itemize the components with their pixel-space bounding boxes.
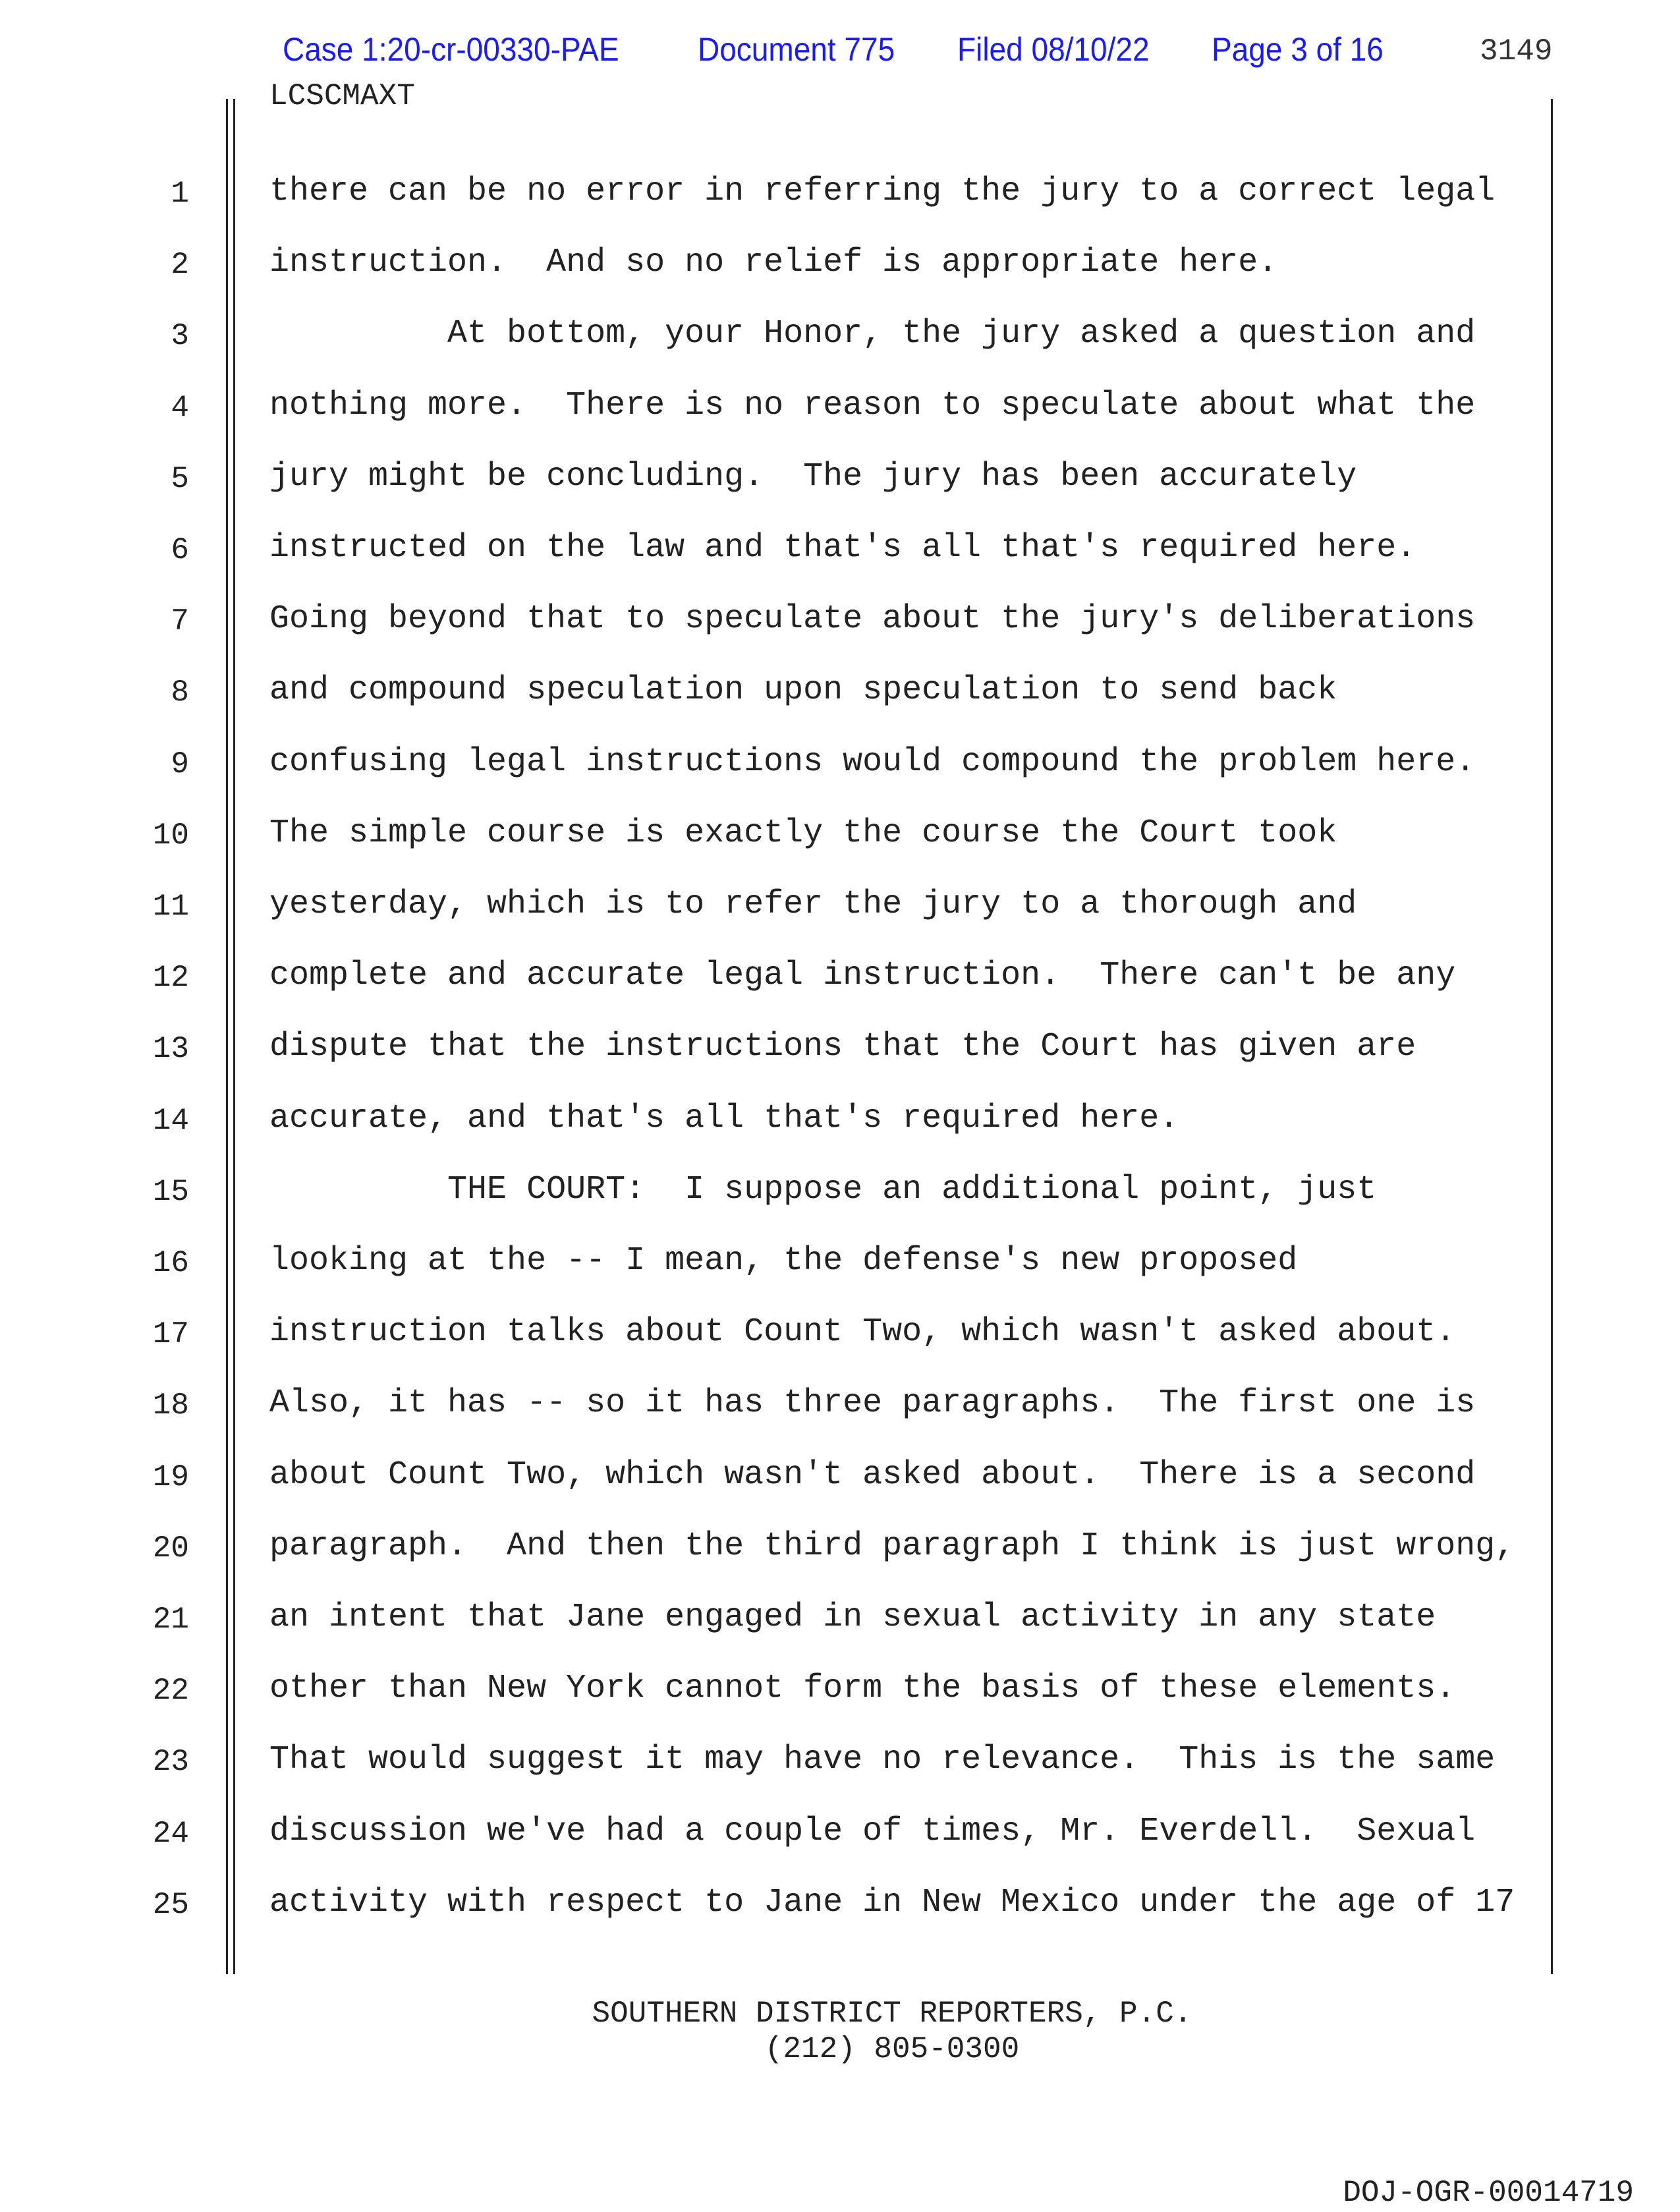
line-number: 11 xyxy=(152,890,189,924)
line-number: 20 xyxy=(152,1531,189,1566)
case-number-link[interactable]: Case 1:20-cr-00330-PAE xyxy=(283,31,619,68)
filed-date: Filed 08/10/22 xyxy=(957,31,1150,68)
line-number: 10 xyxy=(152,818,189,853)
transcript-page-number: 3149 xyxy=(1480,34,1553,69)
line-text: The simple course is exactly the course the Court took xyxy=(269,814,1337,852)
transcript-line xyxy=(0,1099,1680,1175)
line-number: 15 xyxy=(152,1174,189,1209)
line-text: At bottom, your Honor, the jury asked a question and xyxy=(269,315,1476,353)
line-number: 6 xyxy=(171,533,189,567)
line-text: there can be no error in referring the jury to a correct legal xyxy=(269,173,1496,210)
line-number: 18 xyxy=(152,1388,189,1423)
line-text: Going beyond that to speculate about the jury's deliberations xyxy=(269,600,1476,638)
line-text: discussion we've had a couple of times, Mr. Everdell. Sexual xyxy=(269,1812,1476,1850)
line-number: 3 xyxy=(171,319,189,354)
line-text: an intent that Jane engaged in sexual activity in any state xyxy=(269,1599,1436,1636)
line-text: accurate, and that's all that's required here. xyxy=(269,1099,1179,1137)
line-text: yesterday, which is to refer the jury to a thorough and xyxy=(269,886,1357,923)
transcript-line xyxy=(0,173,1680,248)
line-number: 25 xyxy=(152,1887,189,1922)
transcript-line xyxy=(0,1527,1680,1602)
transcript-line xyxy=(0,743,1680,818)
transcript-line xyxy=(0,600,1680,675)
transcript-line xyxy=(0,529,1680,604)
page-indicator: Page 3 of 16 xyxy=(1212,31,1384,68)
transcript-line xyxy=(0,1170,1680,1246)
transcript-line xyxy=(0,1883,1680,1959)
line-number: 2 xyxy=(171,248,189,283)
line-number: 13 xyxy=(152,1032,189,1067)
line-number: 16 xyxy=(152,1246,189,1280)
transcript-line xyxy=(0,1456,1680,1531)
line-text: instruction talks about Count Two, which wasn't asked about. xyxy=(269,1313,1456,1351)
line-text: Also, it has -- so it has three paragraphs. The first one is xyxy=(269,1384,1476,1423)
line-text: confusing legal instructions would compound the problem here. xyxy=(269,743,1476,781)
line-text: complete and accurate legal instruction. There can't be any xyxy=(269,957,1456,995)
line-number: 19 xyxy=(152,1460,189,1494)
transcript-line xyxy=(0,671,1680,747)
line-text: paragraph. And then the third paragraph I think is just wrong, xyxy=(269,1527,1515,1565)
transcript-line xyxy=(0,1313,1680,1388)
transcript-line xyxy=(0,957,1680,1032)
line-number: 14 xyxy=(152,1103,189,1138)
line-text: other than New York cannot form the basis of these elements. xyxy=(269,1670,1456,1708)
transcript-line xyxy=(0,1741,1680,1816)
transcript-line xyxy=(0,1028,1680,1103)
line-text: jury might be concluding. The jury has been accurately xyxy=(269,457,1357,496)
line-text: activity with respect to Jane in New Mexico under the age of 17 xyxy=(269,1883,1515,1921)
transcript-line xyxy=(0,315,1680,390)
line-text: That would suggest it may have no relevance. This is the same xyxy=(269,1741,1496,1779)
transcript-line xyxy=(0,457,1680,533)
line-number: 1 xyxy=(171,177,189,211)
reporter-name: SOUTHERN DISTRICT REPORTERS, P.C. xyxy=(592,1997,1192,2031)
line-number: 21 xyxy=(152,1602,189,1637)
line-text: instructed on the law and that's all that's required here. xyxy=(269,529,1416,567)
document-number-link[interactable]: Document 775 xyxy=(698,31,895,68)
transcript-line xyxy=(0,1384,1680,1460)
transcript-line xyxy=(0,244,1680,319)
line-number: 24 xyxy=(152,1816,189,1851)
line-number: 8 xyxy=(171,675,189,710)
line-number: 4 xyxy=(171,390,189,425)
line-text: THE COURT: I suppose an additional point, just xyxy=(269,1170,1377,1208)
transcript-code: LCSCMAXT xyxy=(269,79,415,113)
reporter-phone: (212) 805-0300 xyxy=(764,2032,1020,2066)
line-number: 22 xyxy=(152,1674,189,1709)
line-number: 12 xyxy=(152,961,189,996)
line-text: nothing more. There is no reason to speculate about what the xyxy=(269,386,1476,424)
bates-number: DOJ-OGR-00014719 xyxy=(1343,2176,1634,2210)
line-text: and compound speculation upon speculation to send back xyxy=(269,671,1337,710)
transcript-line xyxy=(0,386,1680,462)
transcript-line xyxy=(0,886,1680,961)
line-text: about Count Two, which wasn't asked about. There is a second xyxy=(269,1456,1476,1494)
transcript-line xyxy=(0,1242,1680,1317)
line-number: 9 xyxy=(171,747,189,781)
transcript-line xyxy=(0,1812,1680,1888)
transcript-line xyxy=(0,814,1680,890)
line-text: dispute that the instructions that the Court has given are xyxy=(269,1028,1416,1066)
line-number: 17 xyxy=(152,1317,189,1352)
line-number: 5 xyxy=(171,461,189,496)
transcript-line xyxy=(0,1599,1680,1674)
line-text: instruction. And so no relief is appropriate here. xyxy=(269,244,1278,282)
transcript-line xyxy=(0,1670,1680,1745)
line-number: 7 xyxy=(171,604,189,639)
line-number: 23 xyxy=(152,1745,189,1780)
line-text: looking at the -- I mean, the defense's new proposed xyxy=(269,1242,1298,1280)
